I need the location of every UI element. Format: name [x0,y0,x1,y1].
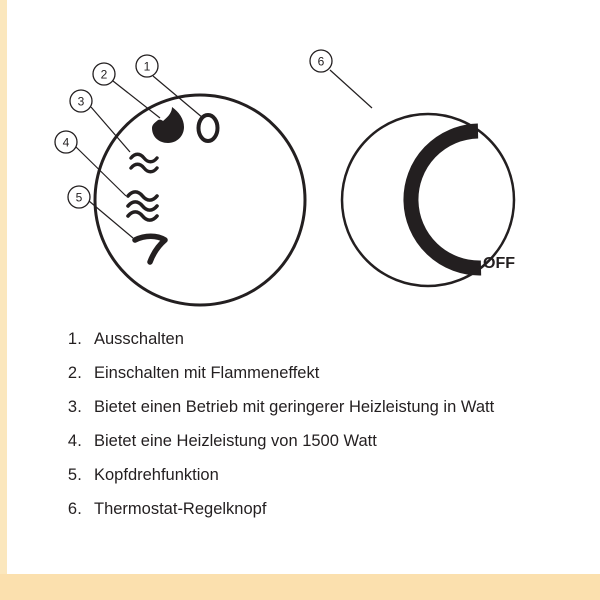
list-item [56,398,576,432]
list-item-label: Einschalten mit Flammeneffekt [94,364,320,382]
callout-2 [93,63,115,85]
list-item-label: Bietet einen Betrieb mit geringerer Heizleistung in Watt [94,398,495,416]
list-item-number: 6. [67,500,82,518]
list-item-number: 5. [67,466,82,484]
callout-leader-6 [330,70,372,108]
bottom-accent-band [0,574,600,600]
list-item-number: 3. [67,398,82,416]
svg-text:3: 3 [77,94,85,109]
list-item-number: 4. [67,432,82,450]
svg-text:2: 2 [100,67,108,82]
list-item-label: Ausschalten [94,330,184,348]
list-item [56,500,576,534]
svg-text:5: 5 [75,190,83,205]
list-item [56,364,576,398]
list-item-number: 2. [67,364,82,382]
svg-text:4: 4 [62,135,70,150]
list-item [56,466,576,500]
svg-text:6: 6 [317,54,325,69]
legend-list [56,330,576,534]
list-item-number: 1. [67,330,82,348]
list-item-label: Thermostat-Regelknopf [94,500,267,518]
list-item-label: Bietet eine Heizleistung von 1500 Watt [94,432,377,450]
callout-1 [136,55,158,77]
list-item-label: Kopfdrehfunktion [94,466,219,484]
callout-6 [310,50,332,72]
callout-3 [70,90,92,112]
list-item [56,330,576,364]
thermostat-knob[interactable] [310,50,515,286]
list-item [56,432,576,466]
svg-text:1: 1 [143,59,151,74]
control-knob[interactable] [55,55,305,305]
callout-4 [55,131,77,153]
callout-5 [68,186,90,208]
off-label: OFF [483,255,515,272]
